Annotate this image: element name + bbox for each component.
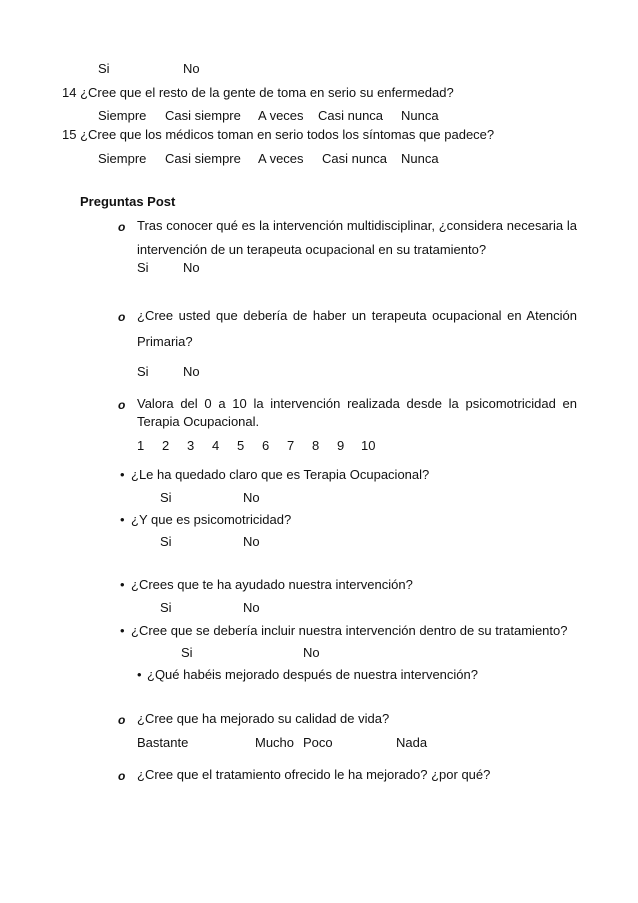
answer-no: No [243,534,260,549]
option-nunca: Nunca [401,108,439,123]
scale-value: 6 [262,438,270,453]
scale-value: 5 [237,438,245,453]
question-line: Terapia Ocupacional. [137,414,260,429]
bullet-o: o [118,398,126,412]
answer-no: No [243,490,260,505]
option-siempre: Siempre [98,108,147,123]
bullet-dot: • [120,623,125,638]
answer-si: Si [160,490,172,505]
question-line: ¿Cree que ha mejorado su calidad de vida? [137,711,390,726]
question-line: intervención de un terapeuta ocupacional en su tratamiento? [137,242,487,257]
option-bastante: Bastante [137,735,189,750]
bullet-dot: • [120,577,125,592]
scale-value: 3 [187,438,195,453]
option-poco: Poco [303,735,333,750]
option-a-veces: A veces [258,108,304,123]
scale-value: 7 [287,438,295,453]
question-line: ¿Cree que se debería incluir nuestra intervención dentro de su tratamiento? [131,623,568,638]
option-mucho: Mucho [255,735,295,750]
question-line: Primaria? [137,334,193,349]
answer-no: No [303,645,320,660]
bullet-o: o [118,713,126,727]
option-nada: Nada [396,735,428,750]
scale-value: 4 [212,438,220,453]
question-line: ¿Qué habéis mejorado después de nuestra intervención? [147,667,478,682]
answer-si: Si [181,645,193,660]
option-casi-nunca: Casi nunca [318,108,384,123]
question-line: ¿Cree que el tratamiento ofrecido le ha mejorado? ¿por qué? [137,767,491,782]
scale-value: 8 [312,438,320,453]
option-nunca: Nunca [401,151,439,166]
question-15: 15 ¿Cree que los médicos toman en serio todos los síntomas que padece? [62,127,495,142]
scale-value: 10 [361,438,376,453]
bullet-dot: • [137,667,142,682]
answer-si: Si [137,260,149,275]
option-casi-siempre: Casi siempre [165,108,241,123]
bullet-dot: • [120,512,125,527]
scale-value: 9 [337,438,345,453]
bullet-o: o [118,310,126,324]
bullet-o: o [118,220,126,234]
question-line: ¿Le ha quedado claro que es Terapia Ocupacional? [131,467,430,482]
scale-value: 1 [137,438,145,453]
option-casi-siempre: Casi siempre [165,151,241,166]
answer-si: Si [160,600,172,615]
answer-no: No [183,364,200,379]
question-line: Valora del 0 a 10 la intervención realizada desde la psicomotricidad en [137,396,577,411]
question-14: 14 ¿Cree que el resto de la gente de toma en serio su enfermedad? [62,85,454,100]
question-line: Tras conocer qué es la intervención multidisciplinar, ¿considera necesaria la [137,218,577,233]
answer-si: Si [160,534,172,549]
option-casi-nunca: Casi nunca [322,151,388,166]
answer-no: No [183,61,200,76]
bullet-o: o [118,769,126,783]
option-siempre: Siempre [98,151,147,166]
answer-no: No [243,600,260,615]
question-line: ¿Y que es psicomotricidad? [131,512,292,527]
question-line: ¿Cree usted que debería de haber un terapeuta ocupacional en Atención [137,308,577,323]
option-a-veces: A veces [258,151,304,166]
scale-value: 2 [162,438,170,453]
section-heading: Preguntas Post [80,194,176,209]
answer-si: Si [98,61,110,76]
answer-si: Si [137,364,149,379]
answer-no: No [183,260,200,275]
bullet-dot: • [120,467,125,482]
question-line: ¿Crees que te ha ayudado nuestra intervención? [131,577,413,592]
